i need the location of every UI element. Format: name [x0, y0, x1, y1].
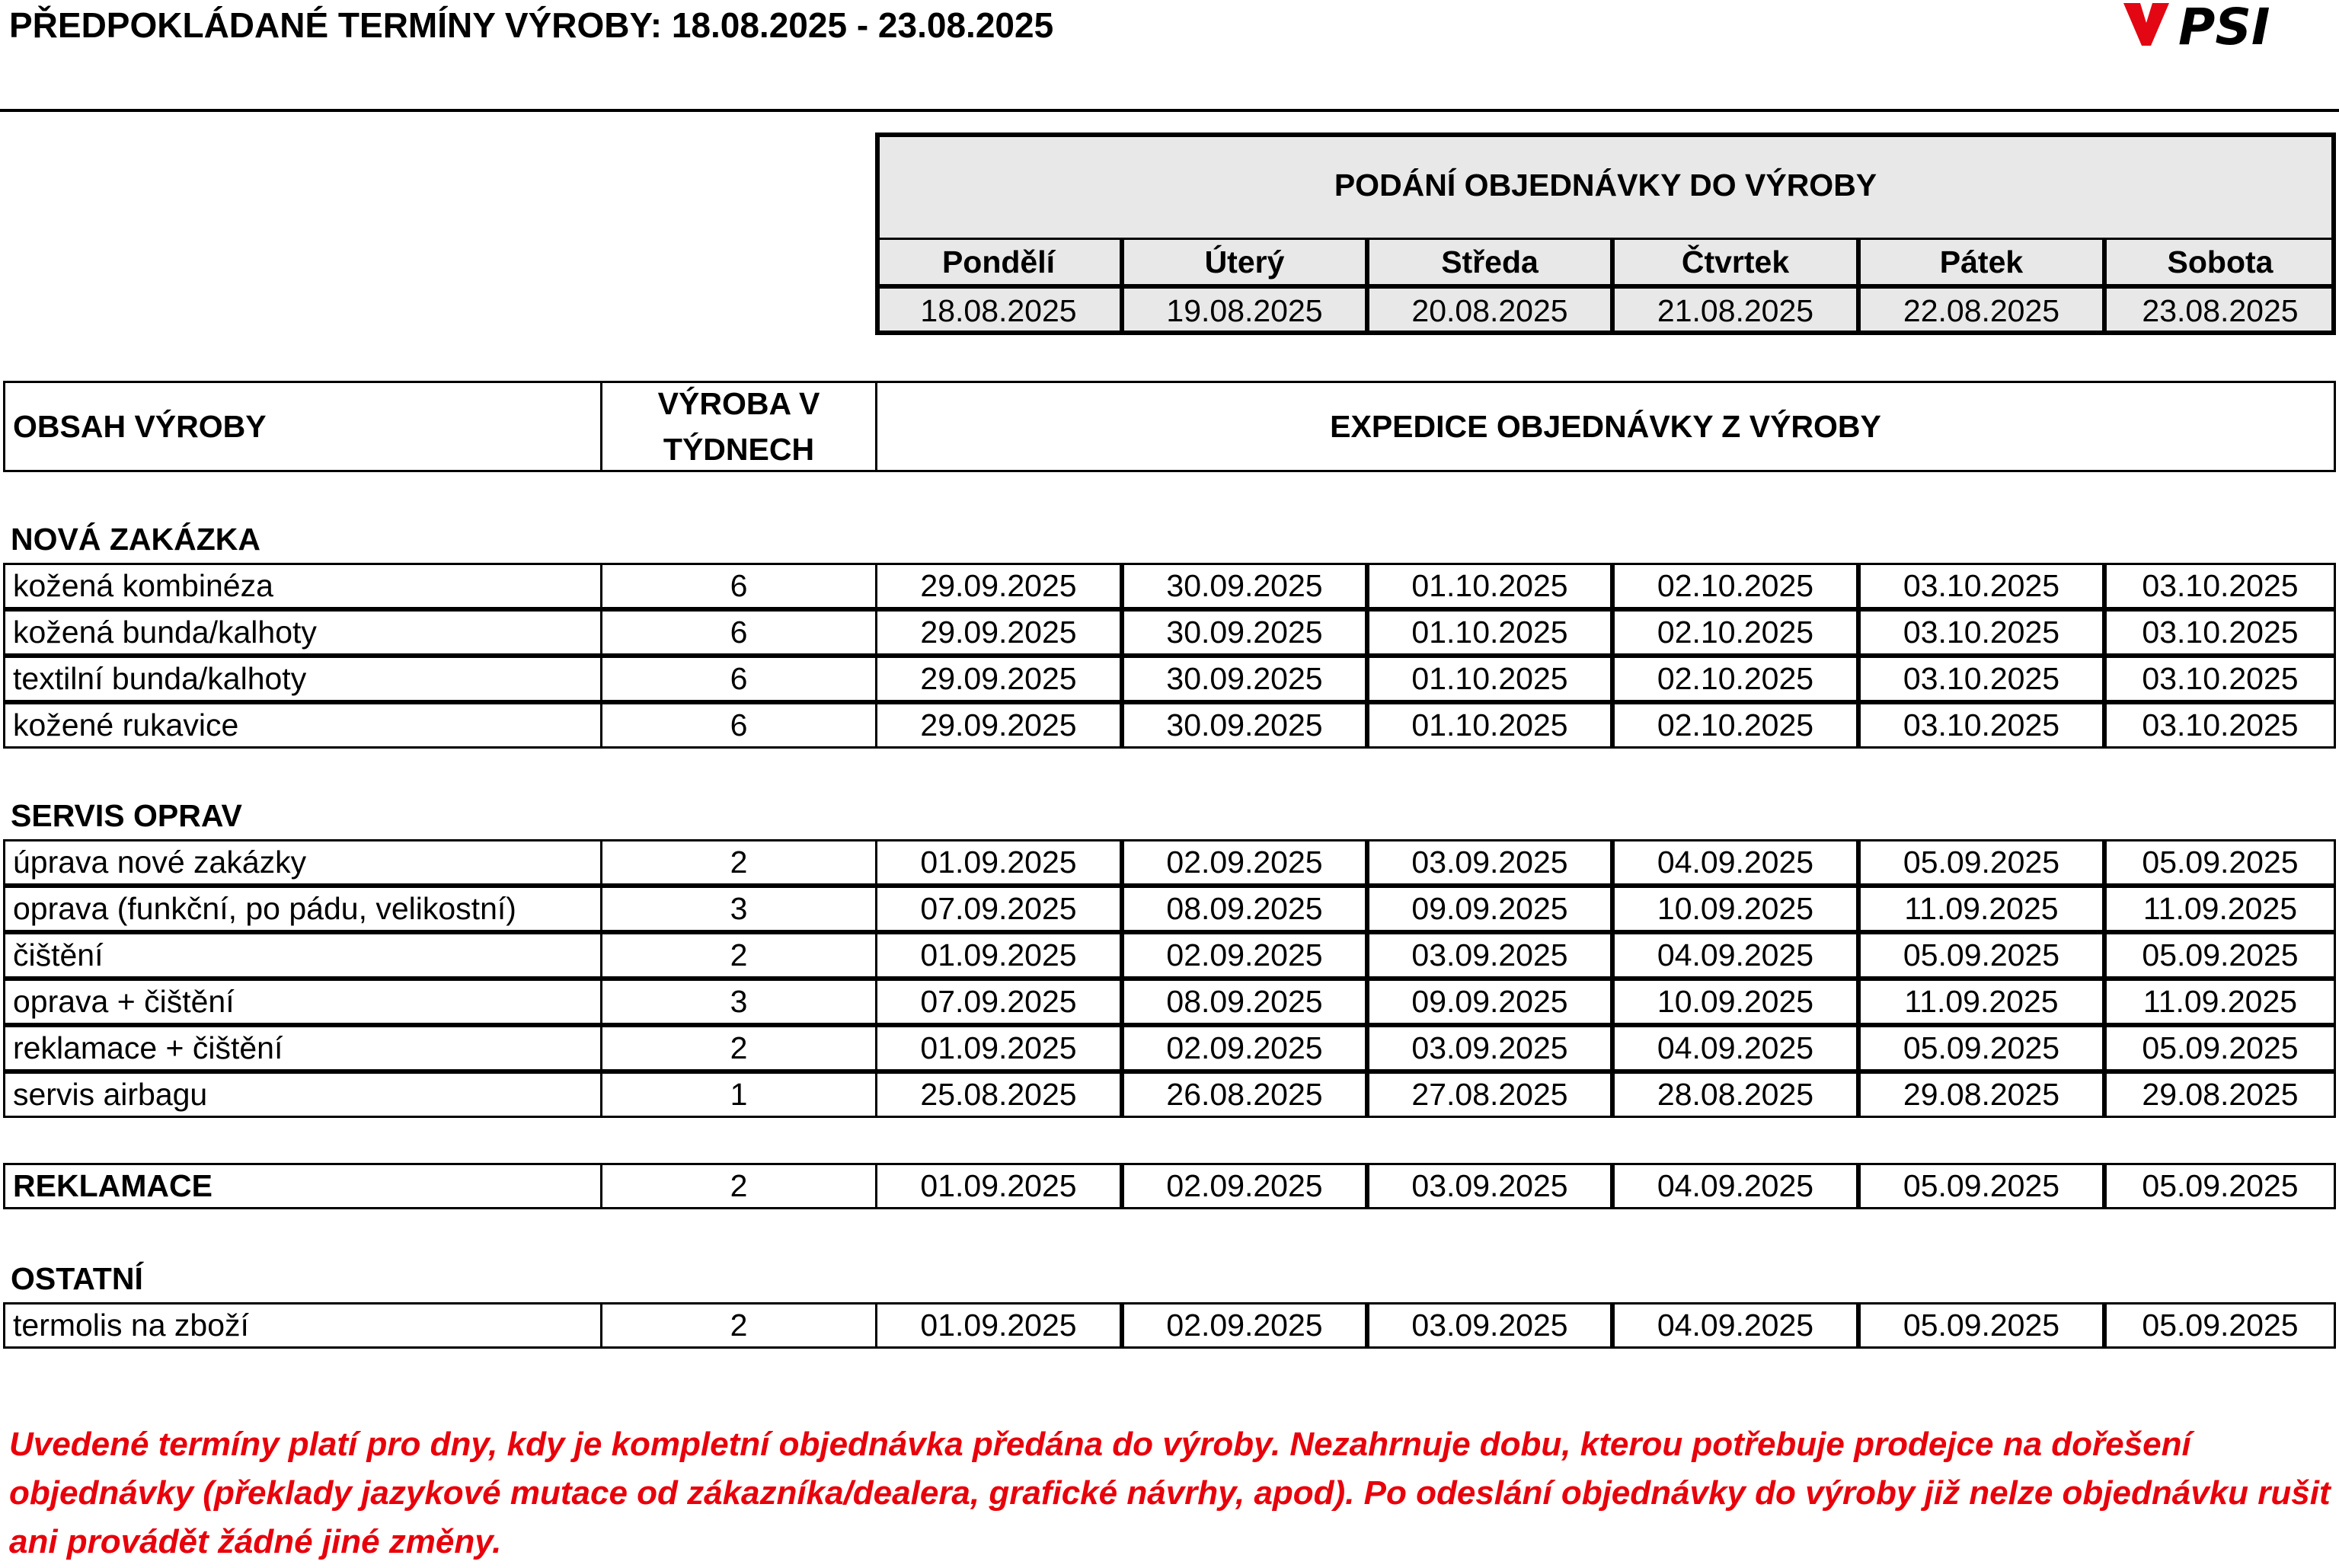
row-date-1: 26.08.2025	[1122, 1071, 1367, 1118]
row-label: oprava + čištění	[3, 979, 602, 1025]
row-date-3: 02.10.2025	[1612, 563, 1858, 609]
row-date-3: 02.10.2025	[1612, 702, 1858, 749]
day-name-1: Úterý	[1122, 238, 1367, 286]
row-date-3: 10.09.2025	[1612, 979, 1858, 1025]
row-date-0: 29.09.2025	[875, 656, 1122, 702]
row-date-3: 04.09.2025	[1612, 1163, 1858, 1209]
row-weeks: 2	[600, 1302, 877, 1349]
row-date-5: 05.09.2025	[2104, 839, 2336, 886]
row-label: termolis na zboží	[3, 1302, 602, 1349]
col-header-weeks-line1: VÝROBA V	[657, 386, 820, 421]
row-date-1: 30.09.2025	[1122, 656, 1367, 702]
row-weeks: 3	[600, 979, 877, 1025]
row-date-0: 29.09.2025	[875, 609, 1122, 656]
row-weeks: 1	[600, 1071, 877, 1118]
row-weeks: 6	[600, 656, 877, 702]
row-label: textilní bunda/kalhoty	[3, 656, 602, 702]
row-date-3: 02.10.2025	[1612, 609, 1858, 656]
row-date-1: 02.09.2025	[1122, 1163, 1367, 1209]
row-date-2: 03.09.2025	[1367, 839, 1612, 886]
row-date-5: 05.09.2025	[2104, 1163, 2336, 1209]
row-date-5: 03.10.2025	[2104, 609, 2336, 656]
row-date-4: 03.10.2025	[1858, 702, 2104, 749]
row-date-4: 11.09.2025	[1858, 979, 2104, 1025]
row-date-4: 05.09.2025	[1858, 1302, 2104, 1349]
row-label: kožená kombinéza	[3, 563, 602, 609]
row-date-2: 01.10.2025	[1367, 563, 1612, 609]
row-label: oprava (funkční, po pádu, velikostní)	[3, 886, 602, 932]
psi-logo	[2117, 0, 2331, 53]
row-date-4: 05.09.2025	[1858, 932, 2104, 979]
row-date-1: 30.09.2025	[1122, 702, 1367, 749]
row-date-2: 03.09.2025	[1367, 1302, 1612, 1349]
day-name-3: Čtvrtek	[1612, 238, 1858, 286]
col-header-weeks	[600, 381, 877, 472]
col-header-weeks-line2: TÝDNECH	[663, 432, 815, 467]
row-date-5: 11.09.2025	[2104, 979, 2336, 1025]
day-date-3: 21.08.2025	[1612, 286, 1858, 335]
row-date-0: 01.09.2025	[875, 932, 1122, 979]
row-date-0: 01.09.2025	[875, 1302, 1122, 1349]
row-date-2: 09.09.2025	[1367, 979, 1612, 1025]
order-header-title: PODÁNÍ OBJEDNÁVKY DO VÝROBY	[875, 133, 2336, 238]
row-date-2: 01.10.2025	[1367, 609, 1612, 656]
row-date-5: 11.09.2025	[2104, 886, 2336, 932]
row-label: servis airbagu	[3, 1071, 602, 1118]
row-date-2: 01.10.2025	[1367, 702, 1612, 749]
row-date-4: 03.10.2025	[1858, 609, 2104, 656]
col-header-expedition: EXPEDICE OBJEDNÁVKY Z VÝROBY	[875, 381, 2336, 472]
row-label: kožená bunda/kalhoty	[3, 609, 602, 656]
day-date-0: 18.08.2025	[875, 286, 1122, 335]
row-label: REKLAMACE	[3, 1163, 602, 1209]
row-date-0: 01.09.2025	[875, 1163, 1122, 1209]
row-date-1: 02.09.2025	[1122, 839, 1367, 886]
col-header-content: OBSAH VÝROBY	[3, 381, 602, 472]
row-date-0: 25.08.2025	[875, 1071, 1122, 1118]
row-date-3: 04.09.2025	[1612, 1302, 1858, 1349]
row-date-0: 29.09.2025	[875, 563, 1122, 609]
row-weeks: 3	[600, 886, 877, 932]
row-date-2: 01.10.2025	[1367, 656, 1612, 702]
row-weeks: 6	[600, 563, 877, 609]
disclaimer-note: Uvedené termíny platí pro dny, kdy je kompletní objednávka předána do výroby. Nezahrnuje dobu, kterou potřebuje prodejce na dořešení objednávky (překlady jazykové mutace od zákazníka/dealera, grafické návrhy, apod). Po odeslání objednávky do výroby již nelze objednávku rušit ani provádět žádné jiné změny.	[9, 1426, 2331, 1560]
row-date-5: 03.10.2025	[2104, 656, 2336, 702]
row-date-0: 29.09.2025	[875, 702, 1122, 749]
row-label: čištění	[3, 932, 602, 979]
row-date-5: 29.08.2025	[2104, 1071, 2336, 1118]
row-date-4: 05.09.2025	[1858, 1163, 2104, 1209]
row-date-3: 10.09.2025	[1612, 886, 1858, 932]
psi-logo-icon	[2117, 0, 2331, 53]
row-date-3: 04.09.2025	[1612, 932, 1858, 979]
row-label: úprava nové zakázky	[3, 839, 602, 886]
row-weeks: 6	[600, 609, 877, 656]
day-date-1: 19.08.2025	[1122, 286, 1367, 335]
row-date-4: 03.10.2025	[1858, 656, 2104, 702]
row-date-2: 03.09.2025	[1367, 1025, 1612, 1071]
row-date-5: 03.10.2025	[2104, 563, 2336, 609]
day-name-2: Středa	[1367, 238, 1612, 286]
row-date-0: 01.09.2025	[875, 839, 1122, 886]
row-date-2: 03.09.2025	[1367, 1163, 1612, 1209]
row-date-2: 09.09.2025	[1367, 886, 1612, 932]
row-date-5: 05.09.2025	[2104, 932, 2336, 979]
day-name-4: Pátek	[1858, 238, 2104, 286]
row-label: kožené rukavice	[3, 702, 602, 749]
row-date-2: 27.08.2025	[1367, 1071, 1612, 1118]
row-date-3: 28.08.2025	[1612, 1071, 1858, 1118]
section-title-0: NOVÁ ZAKÁZKA	[11, 522, 260, 557]
row-date-1: 30.09.2025	[1122, 609, 1367, 656]
row-date-4: 29.08.2025	[1858, 1071, 2104, 1118]
row-date-4: 05.09.2025	[1858, 839, 2104, 886]
row-date-3: 04.09.2025	[1612, 839, 1858, 886]
row-weeks: 2	[600, 932, 877, 979]
day-name-0: Pondělí	[875, 238, 1122, 286]
row-weeks: 2	[600, 839, 877, 886]
row-date-1: 02.09.2025	[1122, 1025, 1367, 1071]
day-name-5: Sobota	[2104, 238, 2336, 286]
row-label: reklamace + čištění	[3, 1025, 602, 1071]
row-date-4: 11.09.2025	[1858, 886, 2104, 932]
row-date-4: 03.10.2025	[1858, 563, 2104, 609]
page-title: PŘEDPOKLÁDANÉ TERMÍNY VÝROBY: 18.08.2025 - 23.08.2025	[9, 5, 1054, 45]
row-date-2: 03.09.2025	[1367, 932, 1612, 979]
row-date-0: 07.09.2025	[875, 886, 1122, 932]
row-weeks: 2	[600, 1163, 877, 1209]
day-date-4: 22.08.2025	[1858, 286, 2104, 335]
psi-logo-text: PSI	[2178, 0, 2270, 53]
row-date-5: 03.10.2025	[2104, 702, 2336, 749]
row-date-5: 05.09.2025	[2104, 1025, 2336, 1071]
section-title-3: OSTATNÍ	[11, 1261, 143, 1296]
row-weeks: 2	[600, 1025, 877, 1071]
row-date-1: 08.09.2025	[1122, 979, 1367, 1025]
row-date-3: 02.10.2025	[1612, 656, 1858, 702]
row-date-1: 08.09.2025	[1122, 886, 1367, 932]
row-date-3: 04.09.2025	[1612, 1025, 1858, 1071]
psi-logo-mark	[2123, 3, 2169, 46]
day-date-5: 23.08.2025	[2104, 286, 2336, 335]
row-weeks: 6	[600, 702, 877, 749]
row-date-0: 01.09.2025	[875, 1025, 1122, 1071]
row-date-4: 05.09.2025	[1858, 1025, 2104, 1071]
title-divider	[0, 109, 2339, 112]
row-date-1: 02.09.2025	[1122, 1302, 1367, 1349]
row-date-5: 05.09.2025	[2104, 1302, 2336, 1349]
row-date-1: 02.09.2025	[1122, 932, 1367, 979]
row-date-1: 30.09.2025	[1122, 563, 1367, 609]
section-title-1: SERVIS OPRAV	[11, 798, 242, 833]
row-date-0: 07.09.2025	[875, 979, 1122, 1025]
day-date-2: 20.08.2025	[1367, 286, 1612, 335]
